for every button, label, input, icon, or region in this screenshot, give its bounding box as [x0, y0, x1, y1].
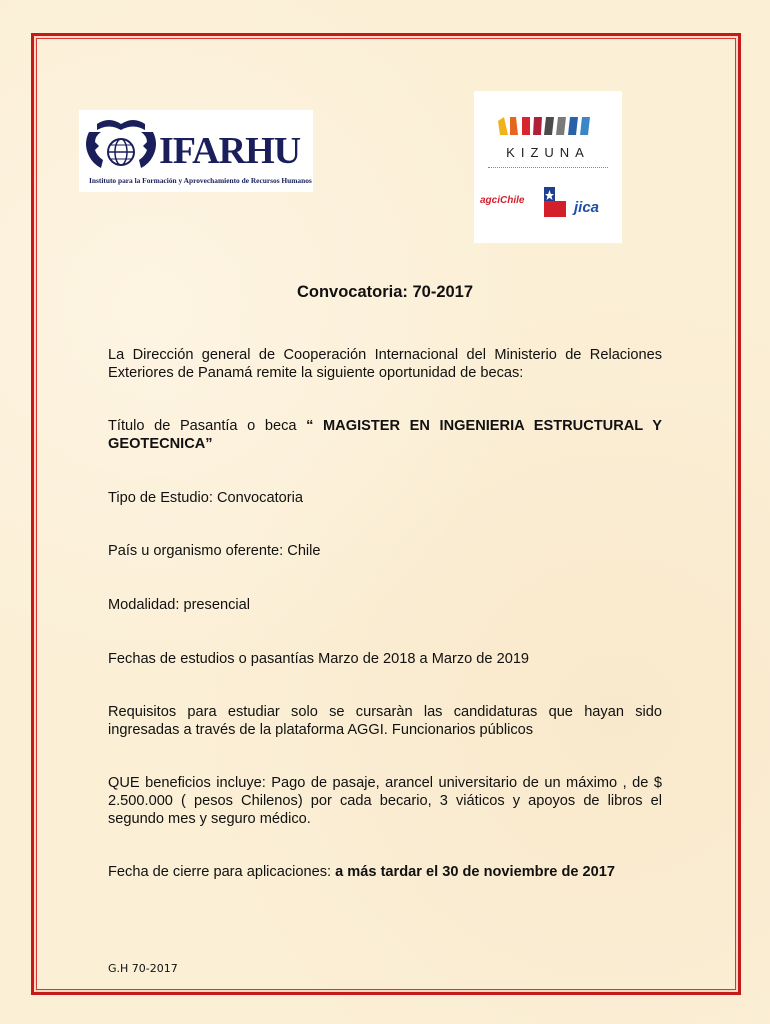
deadline-paragraph — [108, 863, 662, 881]
scholarship-title-value: “ MAGISTER EN INGENIERIA ESTRUCTURAL Y GEOTECNICA” — [108, 418, 662, 452]
scholarship-title-paragraph — [108, 417, 662, 453]
footer-reference: G.H 70-2017 — [108, 962, 178, 975]
requirements-paragraph: Requisitos para estudiar solo se cursaràn las candidaturas que hayan sido ingresadas a través de la plataforma AGGI. Funcionarios públicos — [108, 704, 662, 738]
ifarhu-logo — [79, 110, 313, 192]
jica-logo-text: jica — [574, 199, 600, 216]
benefits-paragraph: QUE beneficios incluye: Pago de pasaje, arancel universitario de un máximo , de $ 2.500.000 ( pesos Chilenos) por cada becario, 3 viáticos y apoyos de libros el segundo mes y seguro médico. — [108, 775, 662, 827]
scholarship-title-label: Título de Pasantía o beca — [108, 418, 307, 434]
dates-line: Fechas de estudios o pasantías Marzo de 2018 a Marzo de 2019 — [108, 651, 530, 667]
agci-logo-text: agciChile — [480, 195, 525, 206]
document-title: Convocatoria: 70-2017 — [296, 283, 474, 301]
country-line: País u organismo oferente: Chile — [108, 543, 321, 559]
ifarhu-emblem-icon — [79, 110, 163, 180]
kizuna-tagline — [488, 167, 608, 170]
ifarhu-logo-text: IFARHU — [159, 130, 301, 172]
intro-paragraph: La Dirección general de Cooperación Internacional del Ministerio de Relaciones Exteriores de Panamá remite la siguiente oportunidad de becas: — [108, 347, 662, 381]
kizuna-stripes-icon — [474, 91, 622, 141]
deadline-value: a más tardar el 30 de noviembre de 2017 — [335, 864, 616, 880]
kizuna-logo-text: KIZUNA — [506, 145, 590, 160]
deadline-label: Fecha de cierre para aplicaciones: — [108, 864, 336, 880]
kizuna-logo — [474, 91, 622, 243]
chile-flag-shield-icon — [544, 187, 566, 217]
modality-line: Modalidad: presencial — [108, 597, 250, 613]
ifarhu-logo-subtitle: Instituto para la Formación y Aprovechamiento de Recursos Humanos — [89, 176, 312, 185]
study-type-line: Tipo de Estudio: Convocatoria — [108, 490, 303, 506]
